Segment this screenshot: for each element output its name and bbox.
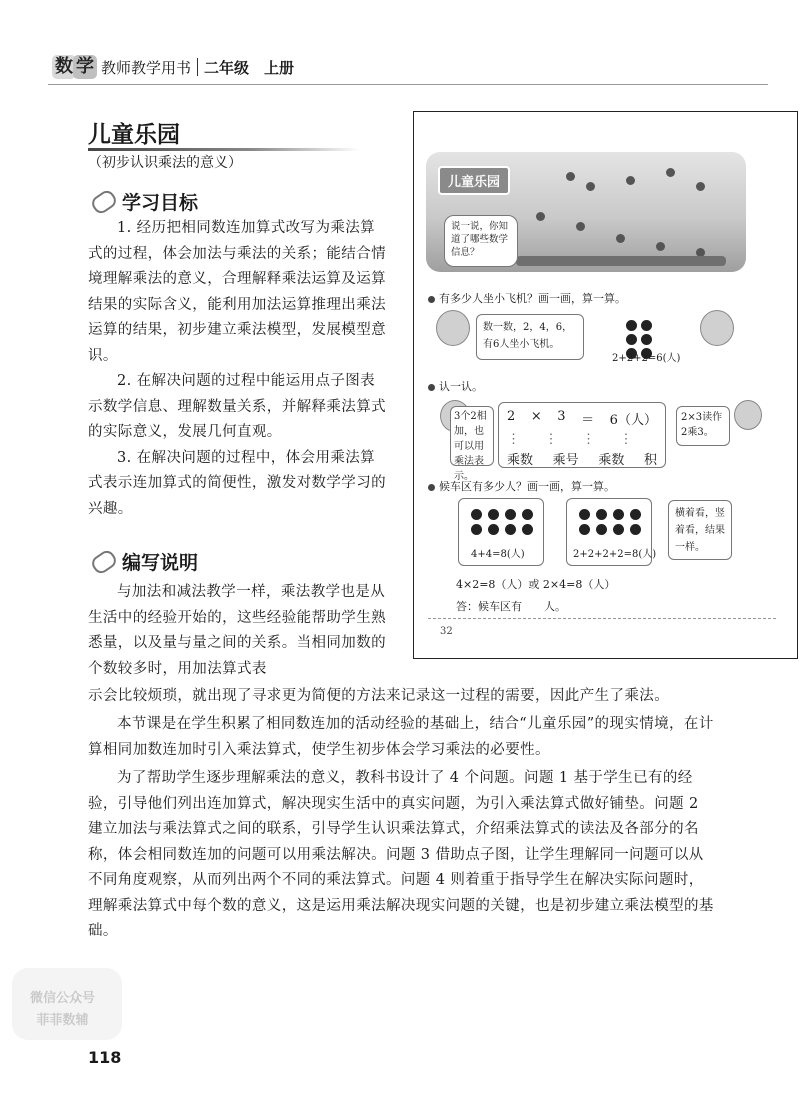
part-name: 积 — [643, 453, 657, 468]
goal-item: 3. 在解决问题的过程中，体会用乘法算式表示连加算式的简便性，激发对数学学习的兴趣。 — [88, 449, 386, 517]
dot — [579, 524, 590, 535]
goals-heading — [92, 188, 198, 215]
child-figure — [626, 176, 635, 185]
answer-line: 答：候车区有 人。 — [456, 600, 566, 613]
paragraph: 本节课是在学生积累了相同数连加的活动经验的基础上，结合“儿童乐园”的现实情境，在计算相同加数连加时引入乘法算式，使学生初步体会学习乘法的必要性。 — [88, 716, 714, 758]
dot — [488, 509, 499, 520]
page-header — [52, 52, 294, 82]
dot-array-b — [579, 509, 643, 535]
goal-item: 1. 经历把相同数连加算式改写为乘法算式的过程，体会加法与乘法的关系；能结合情境理解乘法的意义，合理解释乘法运算及运算结果的实际含义，能利用加法运算推理出乘法运算的结果，初步建立乘法模型，发展模型意识。 — [88, 220, 386, 364]
dot — [626, 334, 637, 345]
explain-bubble: 3个2相加，也可以用乘法表示。 — [450, 406, 494, 466]
writing-heading — [92, 548, 198, 575]
boy-illustration — [436, 310, 470, 346]
writing-para1-left — [88, 580, 386, 682]
dot — [471, 524, 482, 535]
writing-heading-text: 编写说明 — [122, 552, 199, 574]
book-title: 教师教学用书 — [101, 58, 192, 77]
watermark-line: 微信公众号 — [30, 991, 96, 1006]
goals-list — [88, 216, 386, 522]
logo-char: 数 — [52, 55, 76, 79]
page-divider — [428, 618, 776, 619]
watermark-text — [30, 988, 95, 1032]
section-title-underline — [88, 148, 360, 151]
writing-para3 — [88, 766, 718, 945]
question-3-text: 候车区有多少人？画一画，算一算。 — [439, 480, 615, 493]
girl-illustration — [700, 310, 734, 346]
grade-label: 二年级 上册 — [204, 58, 295, 77]
multiplication-equation — [507, 409, 657, 428]
bullet-icon — [428, 296, 435, 303]
question-1-text: 有多少人坐小飞机？画一画，算一算。 — [439, 292, 626, 305]
textbook-page-number: 32 — [440, 626, 453, 637]
question-2 — [428, 378, 483, 394]
dot — [613, 509, 624, 520]
eq-part: 3 — [557, 409, 566, 424]
child-figure — [566, 172, 575, 181]
dot — [522, 524, 533, 535]
header-rule — [48, 84, 768, 85]
child-figure — [656, 242, 665, 251]
part-name: 乘号 — [552, 453, 579, 468]
child-figure — [576, 222, 585, 231]
speech-bubble: 说一说，你知道了哪些数学信息？ — [444, 215, 518, 267]
writing-para1-cont — [88, 684, 718, 710]
dot — [505, 509, 516, 520]
bullet-icon — [428, 384, 435, 391]
dot — [626, 320, 637, 331]
page-number: 118 — [88, 1048, 122, 1067]
dot — [630, 524, 641, 535]
observe-bubble: 横着看，竖着看，结果一样。 — [668, 500, 732, 560]
scene-tag: 儿童乐园 — [438, 166, 510, 195]
dot — [579, 509, 590, 520]
watermark-line: 菲菲数辅 — [36, 1013, 89, 1028]
paperclip-icon — [89, 547, 119, 576]
eq-dots: ⋮ ⋮ ⋮ ⋮ — [507, 432, 633, 447]
question-2-text: 认一认。 — [439, 380, 483, 393]
eq-part: ＝ — [581, 413, 595, 428]
part-name: 乘数 — [598, 453, 625, 468]
writing-para2 — [88, 712, 718, 763]
child-figure — [696, 182, 705, 191]
section-subtitle: （初步认识乘法的意义） — [88, 155, 242, 171]
child-figure — [536, 212, 545, 221]
math-logo — [52, 55, 97, 79]
part-name: 乘数 — [507, 453, 534, 468]
question-3 — [428, 478, 615, 494]
logo-char: 学 — [73, 55, 97, 79]
child-figure — [616, 234, 625, 243]
girl-illustration-2 — [734, 400, 762, 430]
dot — [613, 524, 624, 535]
dot — [505, 524, 516, 535]
dot — [596, 509, 607, 520]
eq-part-names — [507, 449, 657, 468]
paperclip-icon — [89, 187, 119, 216]
bullet-icon — [428, 484, 435, 491]
goal-item: 2. 在解决问题的过程中能运用点子图表示数学信息、理解数量关系，并解释乘法算式的实际意义，发展几何直观。 — [88, 373, 386, 440]
paragraph: 与加法和减法教学一样，乘法教学也是从生活中的经验开始的，这些经验能帮助学生熟悉量，以及量与量之间的关系。当相同加数的个数较多时，用加法算式表 — [88, 584, 386, 677]
train-track — [516, 256, 726, 266]
paragraph: 为了帮助学生逐步理解乘法的意义，教科书设计了 4 个问题。问题 1 基于学生已有的经验，引导他们列出连加算式，解决现实生活中的真实问题，为引入乘法算式做好铺垫。问题 2 建立加法与乘法算式之间的联系，引导学生认识乘法算式，介绍乘法算式的读法及各部分的名称，体会相同数连加的问题可以用乘法解决。问题 3 借助点子图，让学生理解同一问题可以从不同角度观察，从而列出两个不同的乘法算式。问题 4 则着重于指导学生在解决实际问题时，理解乘法算式中每个数的意义，这是运用乘法解决现实问题的关键，也是初步建立乘法模型的基础。 — [88, 770, 714, 939]
reading-bubble: 2×3读作2乘3。 — [676, 406, 730, 446]
equation-a: 4+4=8(人) — [471, 549, 525, 560]
multiplication-box — [498, 402, 666, 468]
question-1 — [428, 290, 626, 306]
eq-part: × — [530, 409, 542, 424]
dot-array-a — [471, 509, 535, 535]
goals-heading-text: 学习目标 — [122, 192, 199, 214]
addition-equation: 2+2+2=6(人) — [612, 353, 681, 364]
dot — [488, 524, 499, 535]
dot — [641, 334, 652, 345]
eq-part: 6（人） — [609, 413, 657, 428]
dot — [641, 320, 652, 331]
multiplication-answer: 4×2=8（人）或 2×4=8（人） — [456, 578, 616, 591]
count-bubble: 数一数，2，4，6，有6人坐小飞机。 — [476, 314, 584, 360]
dot-box-a — [458, 498, 544, 566]
section-title: 儿童乐园 — [88, 122, 180, 148]
dot — [596, 524, 607, 535]
dot-box-b — [566, 498, 657, 566]
header-divider — [197, 58, 198, 76]
child-figure — [666, 168, 675, 177]
dot — [471, 509, 482, 520]
eq-part: 2 — [507, 409, 516, 424]
paragraph: 示会比较烦琐，就出现了寻求更为简便的方法来记录这一过程的需要，因此产生了乘法。 — [88, 688, 670, 704]
dot — [630, 509, 641, 520]
dot — [522, 509, 533, 520]
child-figure — [586, 182, 595, 191]
equation-b: 2+2+2+2=8(人) — [573, 549, 657, 560]
